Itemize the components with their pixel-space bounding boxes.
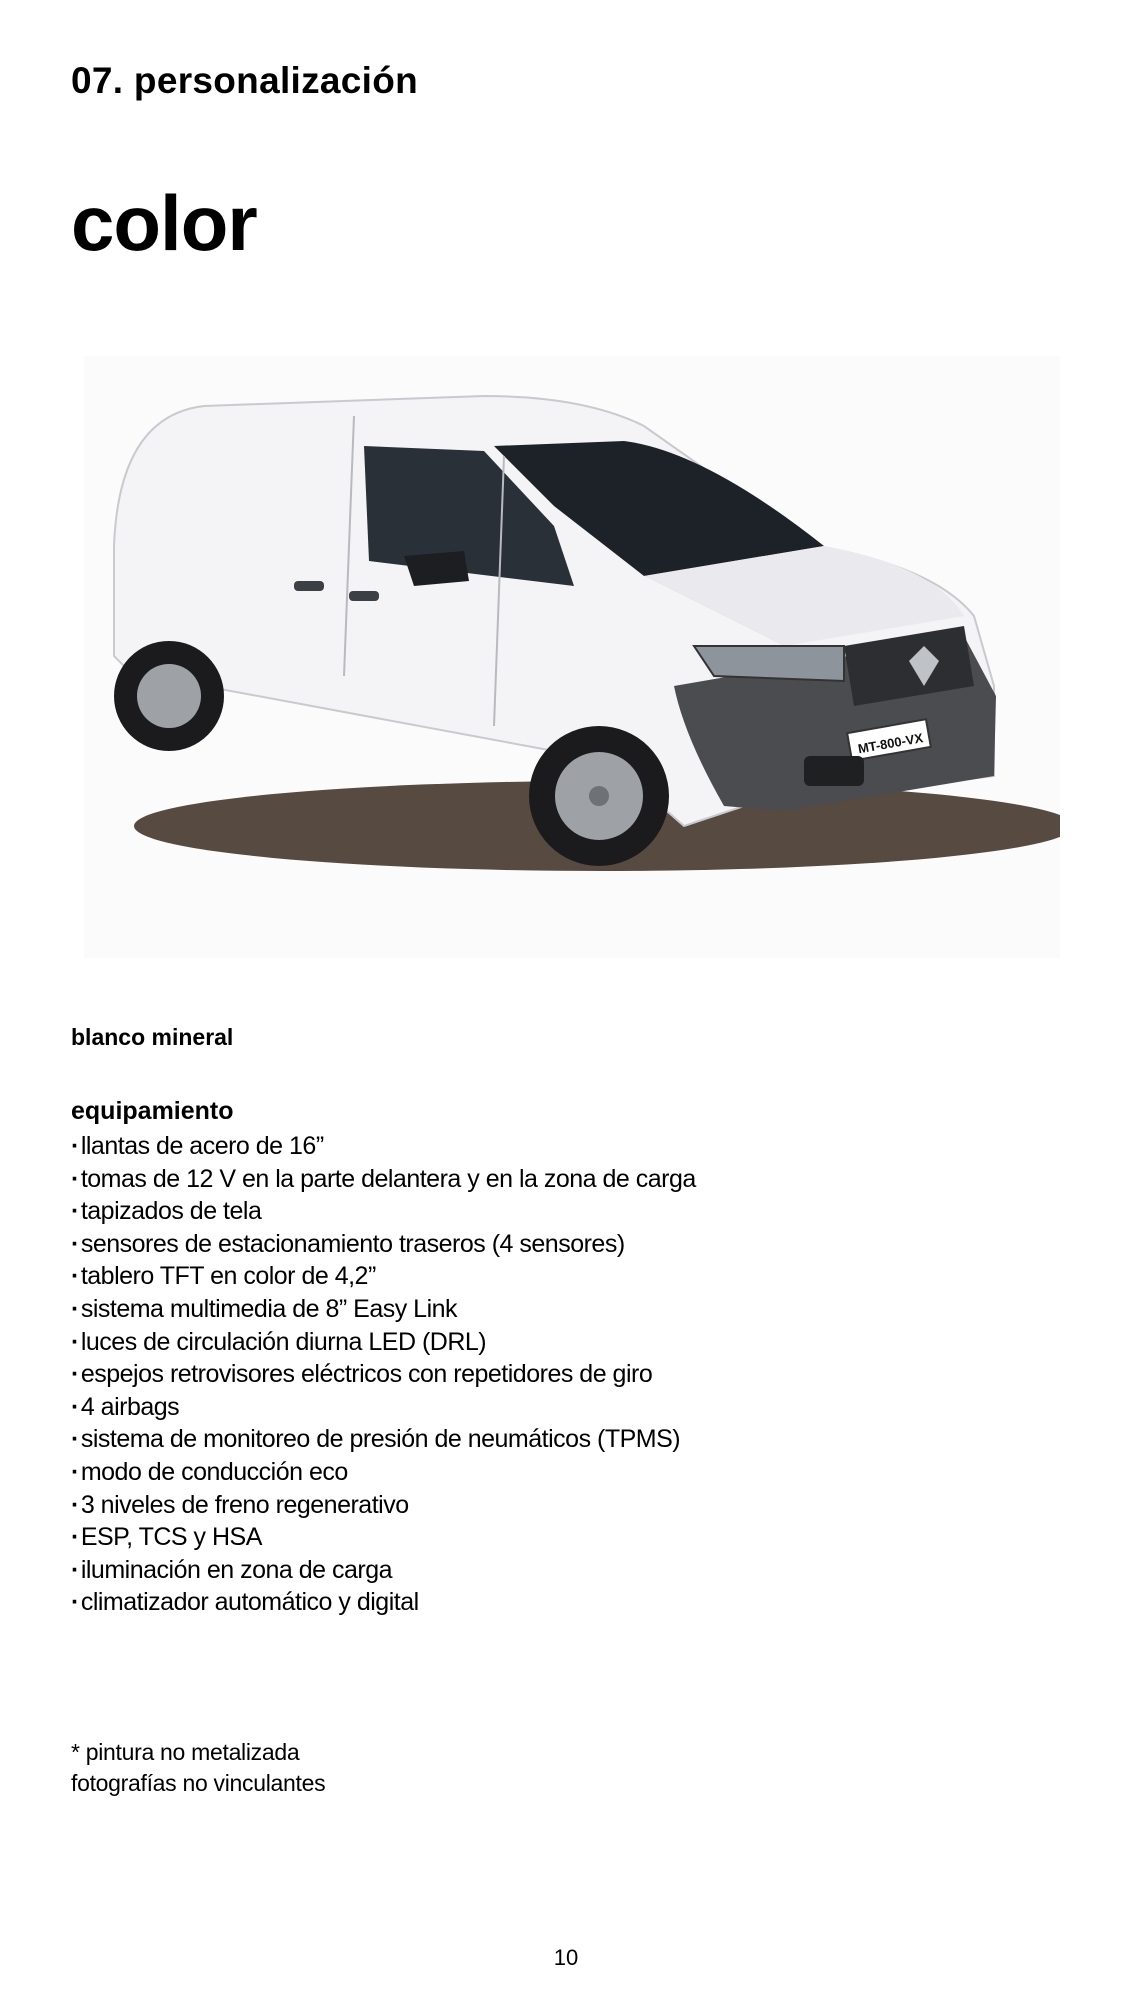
equipment-item: · espejos retrovisores eléctricos con repetidores de giro <box>71 1358 696 1391</box>
equipment-item: · tablero TFT en color de 4,2” <box>71 1260 696 1293</box>
section-title: 07. personalización <box>71 60 419 101</box>
equipment-item: · sistema de monitoreo de presión de neumáticos (TPMS) <box>71 1423 696 1456</box>
rear-wheel-rim <box>137 664 201 728</box>
footnote-photos: fotografías no vinculantes <box>71 1770 326 1796</box>
headlight <box>694 646 844 681</box>
equipment-title: equipamiento <box>71 1097 234 1125</box>
equipment-item: · tomas de 12 V en la parte delantera y en la zona de carga <box>71 1163 696 1196</box>
equipment-item: · iluminación en zona de carga <box>71 1554 696 1587</box>
equipment-item: · climatizador automático y digital <box>71 1586 696 1619</box>
footnote <box>71 1737 325 1799</box>
door-handle <box>294 581 324 591</box>
footnote-paint: * pintura no metalizada <box>71 1739 300 1765</box>
side-mirror <box>404 551 469 586</box>
equipment-item: · luces de circulación diurna LED (DRL) <box>71 1326 696 1359</box>
equipment-item: · sistema multimedia de 8” Easy Link <box>71 1293 696 1326</box>
page-heading: color <box>71 179 257 267</box>
page-number: 10 <box>553 1945 579 1970</box>
color-name: blanco mineral <box>71 1024 234 1050</box>
equipment-item: · sensores de estacionamiento traseros (4 sensores) <box>71 1228 696 1261</box>
vehicle-photo <box>84 356 1060 958</box>
fog-light <box>804 756 864 786</box>
equipment-item: · tapizados de tela <box>71 1195 696 1228</box>
equipment-item: · 4 airbags <box>71 1391 696 1424</box>
equipment-item: · llantas de acero de 16” <box>71 1130 696 1163</box>
equipment-item: · modo de conducción eco <box>71 1456 696 1489</box>
equipment-item: · 3 niveles de freno regenerativo <box>71 1489 696 1522</box>
front-wheel-hub <box>589 786 609 806</box>
license-plate-text: MT-800-VX <box>856 730 925 757</box>
equipment-item: · ESP, TCS y HSA <box>71 1521 696 1554</box>
door-handle <box>349 591 379 601</box>
equipment-list <box>71 1130 696 1619</box>
